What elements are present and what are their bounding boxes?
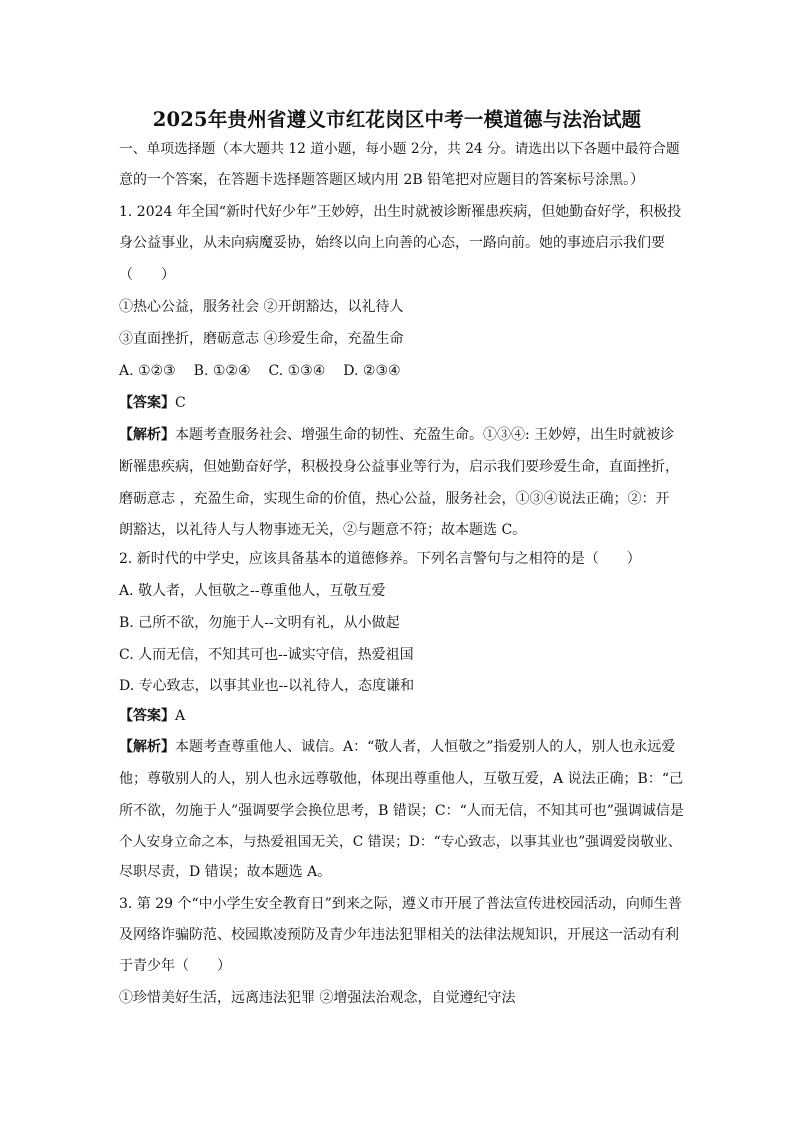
- q3-stem-line-1: 3. 第 29 个“中小学生安全教育日”到来之际，遵义市开展了普法宣传进校园活动，向师生普: [119, 896, 682, 912]
- q3-stem-line-2: 及网络诈骗防范、校园欺凌预防及青少年违法犯罪相关的法律法规知识，开展这一活动有利: [119, 927, 679, 943]
- q1-stem-line-1: 1. 2024 年全国“新时代好少年”王妙婷，出生时就被诊断罹患疾病，但她勤奋好学，积极投: [119, 204, 682, 220]
- q1-analysis-label: 【解析】: [119, 427, 175, 443]
- q1-option-a: A. ①②③: [119, 363, 176, 379]
- q2-option-c: C. 人而无信，不知其可也--诚实守信，热爱祖国: [119, 647, 414, 663]
- q3-statements-line-1: ①珍惜美好生活，远离违法犯罪 ②增强法治观念，自觉遵纪守法: [119, 990, 516, 1006]
- q2-option-d: D. 专心致志，以事其业也--以礼待人，态度谦和: [119, 678, 415, 694]
- q1-analysis-line-3: 磨砺意志 ，充盈生命，实现生命的价值，热心公益，服务社会，①③④说法正确；②：开: [119, 491, 670, 507]
- q2-analysis-line-5: 尽职尽责，D 错误；故本题选 A。: [119, 864, 332, 880]
- q1-analysis-line-2: 断罹患疾病，但她勤奋好学，积极投身公益事业等行为，启示我们要珍爱生命，直面挫折，: [119, 459, 679, 475]
- q1-statements-line-1: ①热心公益，服务社会 ②开朗豁达，以礼待人: [119, 299, 404, 315]
- q1-answer-label: 【答案】: [119, 395, 175, 411]
- q2-analysis-line-4: 个人安身立命之本，与热爱祖国无关，C 错误；D：“专心致志，以事其业也”强调爱岗敬业、: [119, 834, 682, 850]
- q2-answer-label: 【答案】: [119, 708, 175, 724]
- section-heading-line-2: 意的一个答案，在答题卡选择题答题区域内用 2B 铅笔把对应题目的答案标号涂黑。）: [119, 172, 645, 188]
- q2-option-a: A. 敬人者，人恒敬之--尊重他人，互敬互爱: [119, 583, 386, 599]
- q1-answer: [119, 393, 689, 413]
- q1-analysis-line-1: [119, 425, 689, 445]
- q1-option-c: C. ①③④: [268, 363, 326, 379]
- q2-answer: [119, 706, 689, 726]
- q1-stem-line-2: 身公益事业，从未向病魔妥协，始终以向上向善的心态，一路向前。她的事迹启示我们要: [119, 235, 665, 251]
- section-heading-line-1: 一、单项选择题（本大题共 12 道小题，每小题 2分，共 24 分。请选出以下各题中最符合题: [119, 141, 680, 157]
- q3-stem-line-3: 于青少年（ ）: [119, 958, 231, 974]
- q1-options: [119, 361, 689, 381]
- q2-analysis-line-1: [119, 737, 689, 757]
- q2-analysis-label: 【解析】: [119, 739, 175, 755]
- q2-analysis-line-2: 他；尊敬别人的人，别人也永远尊敬他，体现出尊重他人，互敬互爱，A 说法正确；B：“己: [119, 771, 684, 787]
- q2-answer-value: A: [175, 708, 186, 724]
- q2-stem: 2. 新时代的中学史，应该具备基本的道德修养。下列名言警句与之相符的是（ ）: [119, 551, 641, 567]
- q1-stem-line-3: （ ）: [119, 267, 175, 283]
- q1-statements-line-2: ③直面挫折，磨砺意志 ④珍爱生命，充盈生命: [119, 331, 404, 347]
- q1-option-d: D. ②③④: [343, 363, 401, 379]
- q2-analysis-line-3: 所不欲，勿施于人”强调要学会换位思考，B 错误；C：“人而无信，不知其可也”强调诚信是: [119, 803, 684, 819]
- q1-analysis-line-4: 朗豁达，以礼待人与人物事迹无关，②与题意不符；故本题选 C。: [119, 522, 527, 538]
- q1-option-b: B. ①②④: [193, 363, 251, 379]
- q2-analysis-text-1: 本题考查尊重他人、诚信。A：“敬人者，人恒敬之”指爱别人的人，别人也永远爱: [175, 739, 676, 755]
- page-title: 2025年贵州省遵义市红花岗区中考一模道德与法治试题: [152, 108, 642, 131]
- q1-answer-value: C: [175, 395, 186, 411]
- q2-option-b: B. 己所不欲，勿施于人--文明有礼，从小做起: [119, 615, 400, 631]
- q1-analysis-text-1: 本题考查服务社会、增强生命的韧性、充盈生命。①③④: 王妙婷，出生时就被诊: [175, 427, 675, 443]
